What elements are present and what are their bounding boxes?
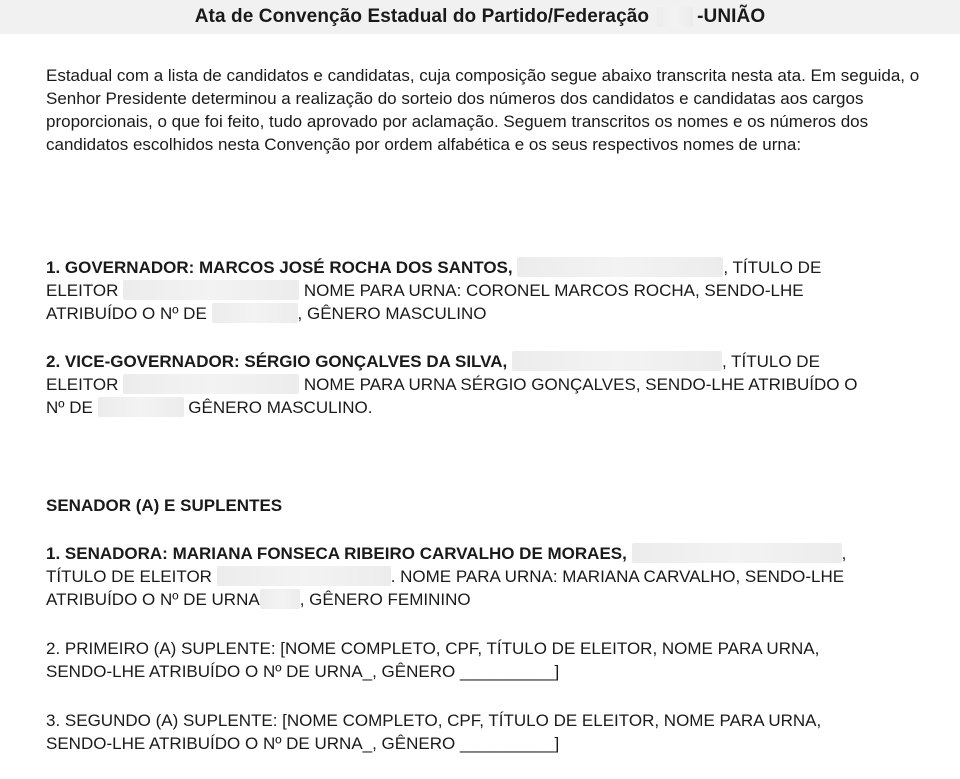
first-alternate-line1: 2. PRIMEIRO (A) SUPLENTE: [NOME COMPLETO, CPF, TÍTULO DE ELEITOR, NOME PARA URNA, bbox=[46, 639, 820, 658]
governor-after-cpf: , TÍTULO DE bbox=[723, 258, 822, 277]
senate-heading: SENADOR (A) E SUPLENTES bbox=[46, 496, 283, 515]
governor-line3-start: ATRIBUÍDO O Nº DE bbox=[46, 304, 207, 323]
intro-paragraph: Estadual com a lista de candidatos e candidatas, cuja composição segue abaixo transcrita nesta ata. Em seguida, o Senhor Presidente determinou a realização do sorteio dos números dos candidatos e candidatas aos cargos proporcionais, o que foi feito, tudo aprovado por aclamação. Seguem transcritos os nomes e os números dos candidatos escolhidos nesta Convenção por ordem alfabética e os seus respectivos nomes de urna: bbox=[46, 66, 920, 154]
page-header bbox=[0, 0, 960, 34]
vice-line2-end: NOME PARA URNA SÉRGIO GONÇALVES, SENDO-LHE ATRIBUÍDO O bbox=[303, 375, 858, 394]
senator-line2-start: TÍTULO DE ELEITOR bbox=[46, 567, 212, 586]
senator-line3-end: , GÊNERO FEMININO bbox=[299, 590, 471, 609]
header-title-suffix: -UNIÃO bbox=[697, 6, 766, 27]
second-alternate-line2: SENDO-LHE ATRIBUÍDO O Nº DE URNA_, GÊNERO __________] bbox=[46, 734, 560, 753]
governor-line3-end: , GÊNERO MASCULINO bbox=[297, 304, 487, 323]
senator-line3-start: ATRIBUÍDO O Nº DE URNA bbox=[46, 590, 260, 609]
redacted-voter-id bbox=[217, 566, 391, 586]
second-alternate-entry bbox=[46, 709, 920, 755]
senator-after-cpf: , bbox=[841, 544, 847, 563]
senator-label: 1. SENADORA: MARIANA FONSECA RIBEIRO CARVALHO DE MORAES, bbox=[46, 544, 627, 563]
governor-entry bbox=[46, 256, 920, 325]
redacted-number bbox=[98, 397, 184, 417]
governor-line2-start: ELEITOR bbox=[46, 281, 119, 300]
vice-line2-start: ELEITOR bbox=[46, 375, 119, 394]
redacted-ballot-number bbox=[260, 589, 300, 609]
header-title-prefix: Ata de Convenção Estadual do Partido/Federação bbox=[194, 6, 650, 27]
senator-entry bbox=[46, 542, 920, 611]
redacted-cpf bbox=[517, 257, 723, 277]
redacted-voter-id bbox=[123, 374, 299, 394]
redacted-voter-id bbox=[123, 280, 299, 300]
redacted-cpf bbox=[512, 351, 722, 371]
redacted-number bbox=[212, 303, 298, 323]
vice-line3-end: GÊNERO MASCULINO. bbox=[188, 398, 373, 417]
vice-label: 2. VICE-GOVERNADOR: SÉRGIO GONÇALVES DA SILVA, bbox=[46, 352, 508, 371]
governor-label: 1. GOVERNADOR: MARCOS JOSÉ ROCHA DOS SANTOS, bbox=[46, 258, 513, 277]
vice-line3-start: Nº DE bbox=[46, 398, 93, 417]
senator-line2-end: . NOME PARA URNA: MARIANA CARVALHO, SENDO-LHE bbox=[390, 567, 845, 586]
first-alternate-line2: SENDO-LHE ATRIBUÍDO O Nº DE URNA_, GÊNERO __________] bbox=[46, 662, 560, 681]
vice-governor-entry bbox=[46, 350, 920, 419]
vice-after-cpf: , TÍTULO DE bbox=[721, 352, 820, 371]
redacted-party-name bbox=[657, 7, 693, 27]
second-alternate-line1: 3. SEGUNDO (A) SUPLENTE: [NOME COMPLETO, CPF, TÍTULO DE ELEITOR, NOME PARA URNA, bbox=[46, 711, 822, 730]
redacted-cpf bbox=[632, 543, 842, 563]
governor-line2-end: NOME PARA URNA: CORONEL MARCOS ROCHA, SENDO-LHE bbox=[303, 281, 804, 300]
first-alternate-entry bbox=[46, 637, 920, 683]
